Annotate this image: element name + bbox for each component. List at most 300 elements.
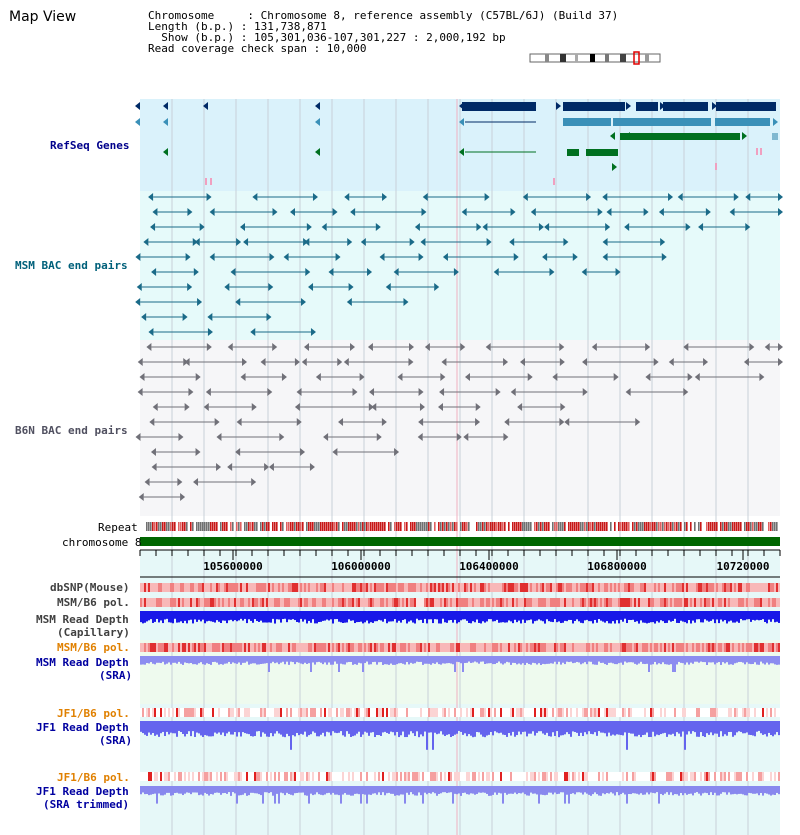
jf1-b6-pol-trim-heat	[322, 772, 324, 781]
jf1-sra-depth	[596, 721, 598, 736]
msm-capillary-depth	[770, 611, 772, 622]
msm-sra-depth	[568, 656, 570, 662]
jf1-trim-depth	[652, 786, 654, 793]
msm-b6-pol-sra-heat	[490, 643, 492, 652]
repeat-mark	[444, 522, 446, 531]
jf1-sra-depth	[548, 721, 550, 736]
msm-sra-depth	[248, 656, 250, 665]
jf1-sra-depth	[230, 721, 232, 734]
jf1-b6-pol-label[interactable]: JF1/B6 pol.	[57, 707, 130, 720]
jf1-sra-depth	[354, 721, 356, 735]
msm-capillary-depth	[532, 611, 534, 624]
msm-capillary-depth	[584, 611, 586, 620]
jf1-b6-pol-heat	[634, 708, 636, 717]
msm-b6-pol-sra-heat	[702, 643, 704, 652]
jf1-trim-depth	[376, 786, 378, 795]
msm-capillary-depth	[200, 611, 202, 621]
msm-capillary-depth	[224, 611, 226, 621]
msm-b6-pol-heat	[740, 598, 742, 607]
jf1-b6-pol-trim-heat	[656, 772, 658, 781]
msm-b6-pol-heat	[242, 598, 244, 607]
msm-sra-depth	[754, 656, 756, 662]
msm-b6-pol-heat	[222, 598, 224, 607]
msm-b6-pol-heat	[770, 598, 772, 607]
jf1-b6-pol-trim-heat	[616, 772, 618, 781]
msm-sra-depth	[428, 656, 430, 664]
msm-capillary-depth	[408, 611, 410, 622]
msm-capillary-depth	[616, 611, 618, 620]
jf1-sra-depth	[194, 721, 196, 737]
msm-b6-pol-heat	[300, 598, 302, 607]
repeat-mark	[334, 522, 336, 531]
jf1-b6-pol-trim-heat	[428, 772, 430, 781]
repeat-mark	[190, 522, 192, 531]
jf1-trim-depth	[444, 786, 446, 792]
msm-sra-depth	[422, 656, 424, 665]
msm-b6-pol-sra-heat	[584, 643, 586, 652]
repeat-mark	[210, 522, 212, 531]
msm-sra-depth	[654, 656, 656, 662]
repeat-mark	[550, 522, 552, 531]
msm-b6-pol-heat	[264, 598, 266, 607]
msm-b6-pol-sra-heat	[184, 643, 186, 652]
msm-sra-depth	[680, 656, 682, 663]
msm-b6-pol-sra-heat	[434, 643, 436, 652]
jf1-b6-pol-heat	[668, 708, 670, 717]
msm-capillary-depth	[558, 611, 560, 621]
jf1-b6-pol-trim-heat	[444, 772, 446, 781]
jf1-sra-depth	[182, 721, 184, 734]
jf1-trim-depth	[696, 786, 698, 792]
jf1-b6-pol-trim-heat	[540, 772, 542, 781]
msm-b6-pol-heat	[342, 598, 344, 607]
jf1-trim-depth	[394, 786, 396, 796]
gene-block	[567, 149, 579, 156]
msm-b6-pol-heat	[634, 598, 636, 607]
msm-capillary-depth	[202, 611, 204, 620]
msm-sra-depth	[302, 656, 304, 664]
dbsnp-heat	[692, 583, 694, 592]
msm-b6-pol-sra-heat	[676, 643, 678, 652]
msm-sra-depth	[674, 656, 676, 672]
jf1-b6-pol-trim-heat	[418, 772, 420, 781]
dbsnp-heat	[442, 583, 444, 592]
msm-b6-pol-heat	[226, 598, 228, 607]
msm-b6-pol-heat	[240, 598, 242, 607]
repeat-mark	[376, 522, 378, 531]
b6n-bac-pair-end	[778, 358, 783, 366]
msm-b6-pol-sra-heat	[680, 643, 682, 652]
msm-sra-depth	[524, 656, 526, 665]
repeat-mark	[592, 522, 594, 531]
msm-b6-pol-sra-heat	[532, 643, 534, 652]
dbsnp-heat	[448, 583, 450, 592]
msm-b6-pol-heat	[184, 598, 186, 607]
repeat-mark	[380, 522, 382, 531]
jf1-sra-depth	[406, 721, 408, 737]
msm-b6-pol-sra-heat	[578, 643, 580, 652]
jf1-trim-depth	[430, 786, 432, 794]
msm-capillary-depth	[640, 611, 642, 620]
msm-capillary-depth	[746, 611, 748, 619]
jf1-b6-pol-trim-heat	[738, 772, 740, 781]
dbsnp-heat	[272, 583, 274, 592]
jf1-sra-depth	[186, 721, 188, 734]
msm-b6-pol-sra-heat	[334, 643, 336, 652]
msm-capillary-depth	[700, 611, 702, 622]
dbsnp-heat	[718, 583, 720, 592]
msm-sra-depth	[446, 656, 448, 663]
jf1-sra-depth	[204, 721, 206, 735]
msm-sra-depth	[198, 656, 200, 663]
jf1-trim-depth	[338, 786, 340, 795]
jf1-b6-pol-heat	[194, 708, 196, 717]
msm-b6-pol-heat	[492, 598, 494, 607]
msm-capillary-depth	[172, 611, 174, 623]
msm-b6-pol-sra-label[interactable]: MSM/B6 pol.	[57, 641, 130, 654]
gene-block	[585, 102, 625, 111]
dbsnp-heat	[750, 583, 752, 592]
jf1-sra-depth	[318, 721, 320, 736]
jf1-trim-depth	[380, 786, 382, 795]
jf1-sra-depth	[420, 721, 422, 734]
jf1-sra-depth	[312, 721, 314, 731]
jf1-b6-pol-trim-heat	[192, 772, 194, 781]
msm-capillary-depth	[606, 611, 608, 621]
dbsnp-heat	[150, 583, 152, 592]
msm-capillary-depth	[526, 611, 528, 620]
jf1-sra-depth	[348, 721, 350, 734]
jf1-b6-pol-heat	[596, 708, 598, 717]
jf1-trim-depth	[368, 786, 370, 795]
msm-sra-depth	[512, 656, 514, 663]
jf1-b6-pol-heat	[320, 708, 322, 717]
msm-b6-pol-sra-heat	[408, 643, 410, 652]
repeat-mark	[206, 522, 208, 531]
dbsnp-heat	[572, 583, 574, 592]
jf1-b6-pol-trim-heat	[354, 772, 356, 781]
jf1-depth-label-1[interactable]: JF1 Read Depth	[36, 721, 129, 734]
jf1-sra-depth	[752, 721, 754, 736]
msm-capillary-depth	[498, 611, 500, 623]
msm-capillary-depth	[524, 611, 526, 623]
jf1-b6-pol-trim-heat	[750, 772, 752, 781]
msm-b6-pol-sra-heat	[414, 643, 416, 652]
jf1-b6-pol-trim-heat	[400, 772, 402, 781]
msm-sra-depth	[610, 656, 612, 663]
msm-capillary-depth	[308, 611, 310, 621]
msm-capillary-depth	[564, 611, 566, 621]
refseq-genes-label[interactable]: RefSeq Genes	[50, 139, 130, 152]
msm-b6-pol-sra-heat	[620, 643, 622, 652]
repeat-mark	[506, 522, 508, 531]
repeat-mark	[286, 522, 288, 531]
repeat-mark	[734, 522, 736, 531]
jf1-sra-depth	[152, 721, 154, 733]
msm-sra-depth	[244, 656, 246, 663]
repeat-mark	[600, 522, 602, 531]
msm-capillary-depth	[694, 611, 696, 623]
jf1-b6-pol-trim-heat	[726, 772, 728, 781]
jf1-sra-depth	[728, 721, 730, 732]
jf1-sra-depth	[220, 721, 222, 735]
dbsnp-heat	[400, 583, 402, 592]
msm-capillary-depth	[162, 611, 164, 623]
msm-capillary-depth	[494, 611, 496, 621]
jf1-b6-pol-heat	[206, 708, 208, 717]
jf1-b6-pol-trim-heat	[266, 772, 268, 781]
dbsnp-heat	[420, 583, 422, 592]
msm-b6-pol-sra-heat	[708, 643, 710, 652]
jf1-b6-pol-heat	[402, 708, 404, 717]
jf1-b6-pol-trim-heat	[446, 772, 448, 781]
msm-capillary-depth	[250, 611, 252, 621]
jf1-b6-pol-heat	[650, 708, 652, 717]
msm-sra-depth	[532, 656, 534, 663]
repeat-mark	[630, 522, 632, 531]
msm-sra-depth	[314, 656, 316, 665]
jf1-b6-pol-trim-heat	[286, 772, 288, 781]
msm-b6-pol-sra-heat	[214, 643, 216, 652]
msm-sra-depth	[376, 656, 378, 665]
msm-sra-depth	[640, 656, 642, 662]
jf1-sra-depth	[212, 721, 214, 736]
jf1-sra-depth	[602, 721, 604, 733]
jf1-trim-depth	[364, 786, 366, 795]
jf1-b6-pol-trim-label[interactable]: JF1/B6 pol.	[57, 771, 130, 784]
msm-sra-depth	[576, 656, 578, 662]
jf1-trim-depth	[490, 786, 492, 796]
msm-capillary-depth	[160, 611, 162, 620]
msm-b6-pol-sra-heat	[222, 643, 224, 652]
jf1-sra-depth	[552, 721, 554, 732]
jf1-sra-depth	[538, 721, 540, 731]
jf1-b6-pol-trim-heat	[682, 772, 684, 781]
jf1-b6-pol-heat	[440, 708, 442, 717]
msm-b6-pol-heat	[628, 598, 630, 607]
repeat-mark	[318, 522, 320, 531]
jf1-b6-pol-trim-heat	[190, 772, 192, 781]
jf1-sra-depth	[572, 721, 574, 731]
jf1-sra-depth	[378, 721, 380, 735]
dbsnp-heat	[358, 583, 360, 592]
repeat-mark	[720, 522, 722, 531]
msm-bac-label[interactable]: MSM BAC end pairs	[15, 259, 128, 272]
jf1-sra-depth	[418, 721, 420, 737]
dbsnp-heat	[290, 583, 292, 592]
msm-b6-pol-sra-heat	[494, 643, 496, 652]
dbsnp-heat	[660, 583, 662, 592]
jf1-b6-pol-heat	[674, 708, 676, 717]
gene-arrow	[135, 118, 140, 126]
repeat-mark	[704, 522, 706, 531]
dbsnp-heat	[604, 583, 606, 592]
jf1-b6-pol-heat	[558, 708, 560, 717]
msm-b6-pol-sra-heat	[684, 643, 686, 652]
msm-capillary-depth	[754, 611, 756, 620]
dbsnp-heat	[672, 583, 674, 592]
msm-capillary-depth	[270, 611, 272, 623]
jf1-b6-pol-heat	[576, 708, 578, 717]
repeat-mark	[690, 522, 692, 531]
dbsnp-heat	[246, 583, 248, 592]
msm-b6-pol-heat	[202, 598, 204, 607]
jf1-trim-depth	[306, 786, 308, 796]
repeat-mark	[738, 522, 740, 531]
msm-capillary-depth	[682, 611, 684, 622]
msm-sra-depth	[624, 656, 626, 662]
jf1-trim-label-1[interactable]: JF1 Read Depth	[36, 785, 129, 798]
msm-b6-pol-heat	[148, 598, 150, 607]
jf1-sra-depth	[272, 721, 274, 736]
jf1-b6-pol-trim-heat	[150, 772, 152, 781]
msm-capillary-depth	[730, 611, 732, 621]
msm-sra-depth	[630, 656, 632, 662]
msm-depth-capillary-label-1[interactable]: MSM Read Depth	[36, 613, 129, 626]
msm-sra-depth	[342, 656, 344, 664]
jf1-b6-pol-trim-heat	[606, 772, 608, 781]
msm-b6-pol-sra-heat	[166, 643, 168, 652]
jf1-trim-depth	[152, 786, 154, 794]
msm-sra-depth	[338, 656, 340, 672]
b6n-bac-label[interactable]: B6N BAC end pairs	[15, 424, 128, 437]
jf1-trim-depth	[592, 786, 594, 794]
msm-sra-depth	[508, 656, 510, 662]
jf1-sra-depth	[146, 721, 148, 736]
msm-b6-pol-heat	[228, 598, 230, 607]
jf1-b6-pol-heat	[392, 708, 394, 717]
msm-b6-pol-heat	[468, 598, 470, 607]
msm-b6-pol-heat	[648, 598, 650, 607]
repeat-mark	[624, 522, 626, 531]
jf1-b6-pol-heat	[582, 708, 584, 717]
msm-b6-pol-label[interactable]: MSM/B6 pol.	[57, 596, 130, 609]
repeat-mark	[358, 522, 360, 531]
msm-b6-pol-sra-heat	[460, 643, 462, 652]
jf1-trim-depth	[636, 786, 638, 794]
axis-tick-label: 106000000	[331, 560, 391, 573]
jf1-b6-pol-heat	[692, 708, 694, 717]
repeat-mark	[560, 522, 562, 531]
jf1-b6-pol-heat	[662, 708, 664, 717]
repeat-mark	[308, 522, 310, 531]
dbsnp-heat	[528, 583, 530, 592]
jf1-trim-depth	[150, 786, 152, 795]
msm-b6-pol-sra-heat	[638, 643, 640, 652]
msm-sra-depth	[464, 656, 466, 663]
repeat-mark	[566, 522, 568, 531]
jf1-trim-depth	[604, 786, 606, 794]
repeat-mark	[416, 522, 418, 531]
jf1-b6-pol-trim-heat	[618, 772, 620, 781]
jf1-b6-pol-heat	[342, 708, 344, 717]
jf1-trim-depth	[190, 786, 192, 794]
jf1-b6-pol-trim-heat	[776, 772, 778, 781]
jf1-b6-pol-trim-heat	[520, 772, 522, 781]
msm-b6-pol-heat	[532, 598, 534, 607]
msm-depth-sra-label-1[interactable]: MSM Read Depth	[36, 656, 129, 669]
repeat-mark	[712, 522, 714, 531]
msm-sra-depth	[596, 656, 598, 665]
jf1-trim-depth	[336, 786, 338, 795]
msm-sra-depth	[426, 656, 428, 664]
jf1-trim-depth	[142, 786, 144, 792]
jf1-b6-pol-trim-heat	[292, 772, 294, 781]
msm-capillary-depth	[206, 611, 208, 621]
msm-b6-pol-heat	[602, 598, 604, 607]
msm-capillary-depth	[362, 611, 364, 623]
msm-b6-pol-sra-heat	[564, 643, 566, 652]
msm-sra-depth	[728, 656, 730, 665]
dbsnp-label[interactable]: dbSNP(Mouse)	[50, 581, 130, 594]
gene-block	[772, 133, 778, 140]
msm-sra-depth	[316, 656, 318, 662]
msm-b6-pol-heat	[158, 598, 160, 607]
jf1-b6-pol-trim-heat	[518, 772, 520, 781]
msm-sra-depth	[260, 656, 262, 664]
repeat-mark	[758, 522, 760, 531]
msm-sra-depth	[726, 656, 728, 662]
msm-b6-pol-sra-heat	[430, 643, 432, 652]
repeat-mark	[296, 522, 298, 531]
jf1-trim-depth	[298, 786, 300, 793]
repeat-mark	[378, 522, 380, 531]
jf1-trim-depth	[488, 786, 490, 796]
jf1-b6-pol-heat	[756, 708, 758, 717]
jf1-b6-pol-trim-heat	[146, 772, 148, 781]
msm-b6-pol-sra-heat	[544, 643, 546, 652]
msm-b6-pol-heat	[766, 598, 768, 607]
msm-sra-depth	[662, 656, 664, 662]
jf1-b6-pol-trim-heat	[508, 772, 510, 781]
msm-b6-pol-heat	[294, 598, 296, 607]
msm-sra-depth	[150, 656, 152, 662]
jf1-b6-pol-heat	[624, 708, 626, 717]
msm-sra-depth	[450, 656, 452, 664]
msm-b6-pol-sra-heat	[478, 643, 480, 652]
dbsnp-heat	[646, 583, 648, 592]
msm-capillary-depth	[410, 611, 412, 620]
jf1-b6-pol-heat	[632, 708, 634, 717]
jf1-trim-depth	[724, 786, 726, 792]
repeat-mark	[438, 522, 440, 531]
jf1-trim-depth	[446, 786, 448, 793]
msm-capillary-depth	[448, 611, 450, 620]
msm-capillary-depth	[598, 611, 600, 619]
dbsnp-heat	[484, 583, 486, 592]
repeat-mark	[418, 522, 420, 531]
jf1-sra-depth	[678, 721, 680, 734]
msm-b6-pol-heat	[774, 598, 776, 607]
msm-b6-pol-heat	[758, 598, 760, 607]
msm-capillary-depth	[428, 611, 430, 619]
jf1-trim-depth	[412, 786, 414, 794]
msm-b6-pol-heat	[248, 598, 250, 607]
msm-capillary-depth	[500, 611, 502, 622]
msm-b6-pol-sra-heat	[368, 643, 370, 652]
jf1-sra-depth	[248, 721, 250, 734]
repeat-mark	[776, 522, 778, 531]
msm-b6-pol-sra-heat	[764, 643, 766, 652]
jf1-sra-depth	[438, 721, 440, 734]
jf1-b6-pol-heat	[640, 708, 642, 717]
jf1-sra-depth	[676, 721, 678, 732]
repeat-mark	[398, 522, 400, 531]
repeat-mark	[710, 522, 712, 531]
dbsnp-heat	[590, 583, 592, 592]
jf1-sra-depth	[184, 721, 186, 736]
dbsnp-heat	[142, 583, 144, 592]
